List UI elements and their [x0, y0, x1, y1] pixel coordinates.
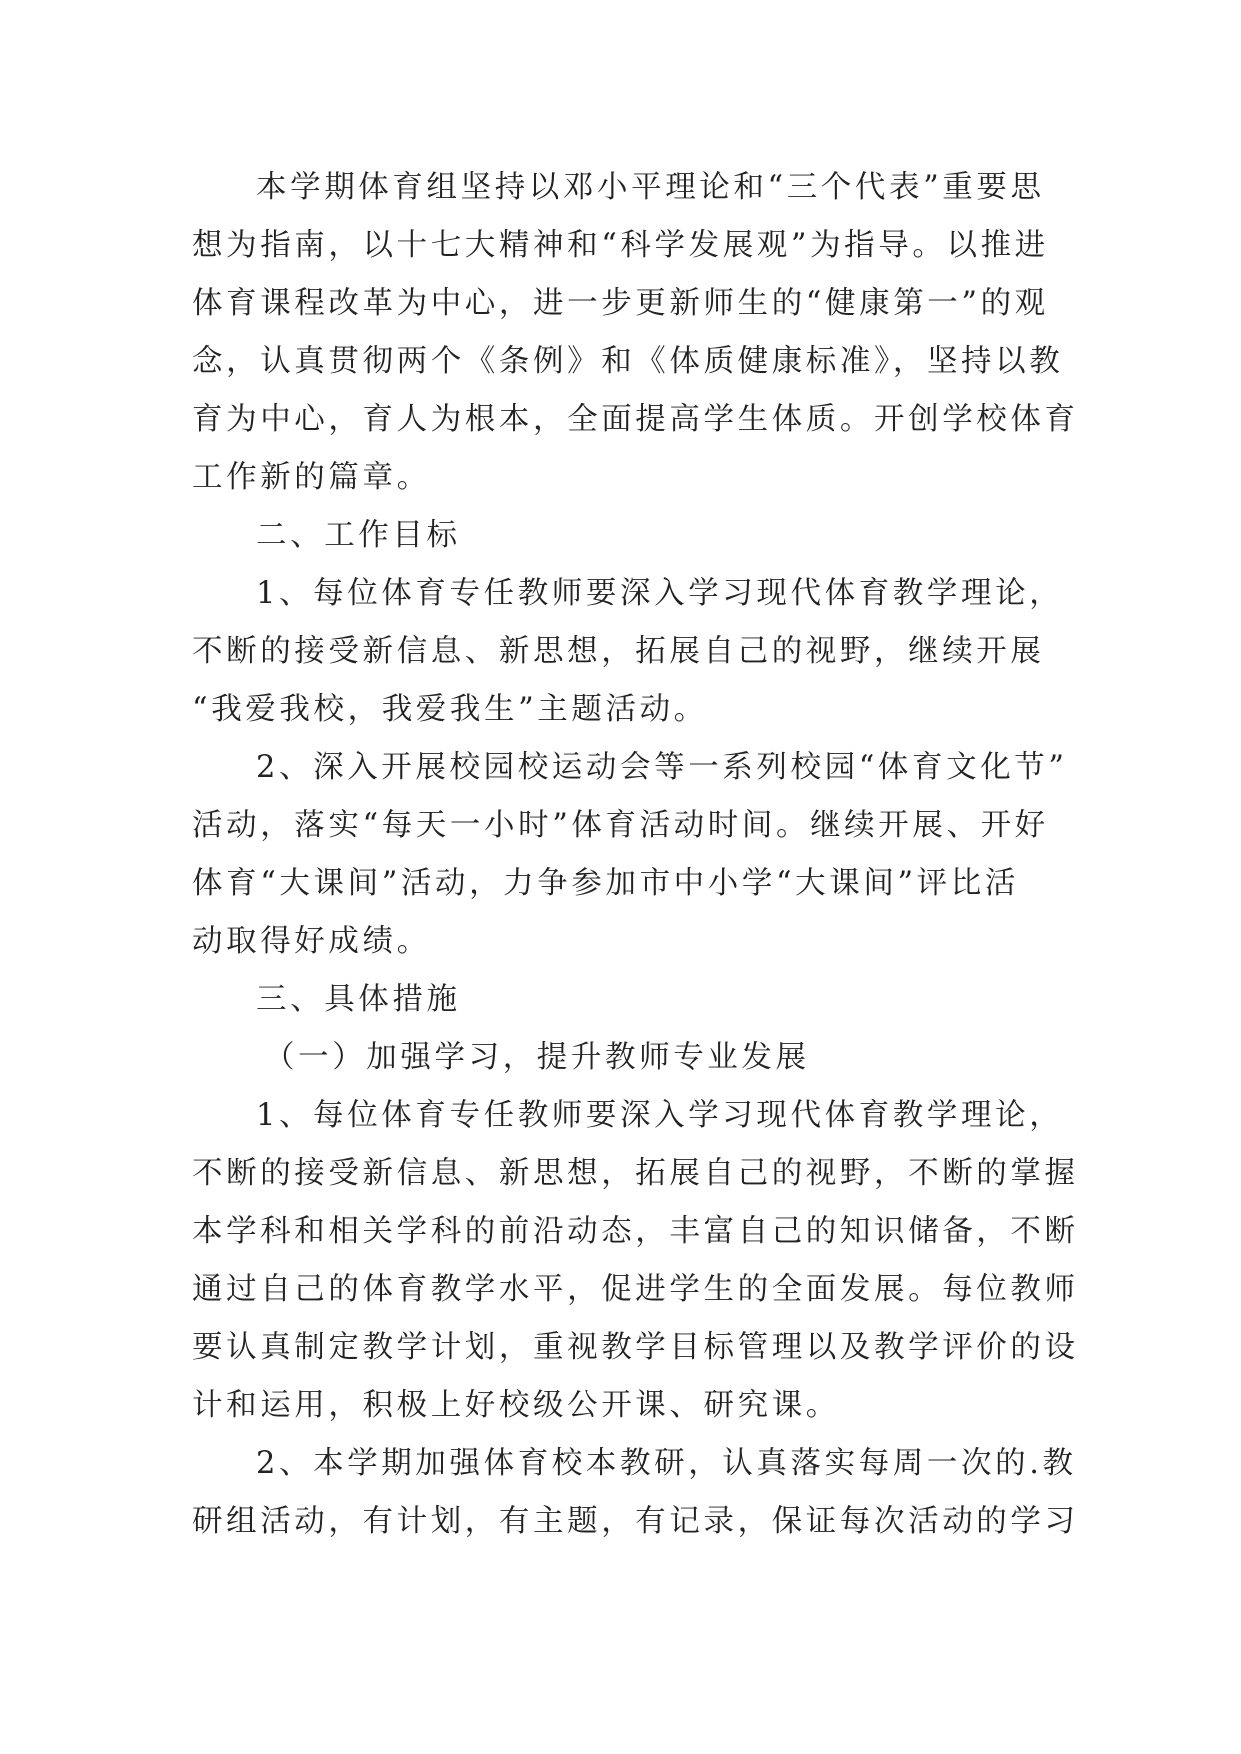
paragraph-line: 体育课程改革为中心，进一步更新师生的“健康第一”的观 — [192, 286, 1049, 321]
paragraph-line: 通过自己的体育教学水平，促进学生的全面发展。每位教师 — [192, 1272, 1079, 1307]
paragraph-line: 体育“大课间”活动，力争参加市中小学“大课间”评比活 — [192, 866, 1019, 901]
paragraph-line: 念，认真贯彻两个《条例》和《体质健康标准》，坚持以教 — [192, 344, 1064, 379]
paragraph-line: 动取得好成绩。 — [192, 924, 431, 959]
paragraph-line: “我爱我校，我爱我生”主题活动。 — [192, 692, 708, 727]
paragraph-line: 本学科和相关学科的前沿动态，丰富自己的知识储备，不断 — [192, 1214, 1079, 1249]
paragraph-line: 1、每位体育专任教师要深入学习现代体育教学理论， — [256, 576, 1064, 611]
paragraph-line: 想为指南，以十七大精神和“科学发展观”为指导。以推进 — [192, 228, 1049, 263]
paragraph-line: 要认真制定教学计划，重视教学目标管理以及教学评价的设 — [192, 1330, 1079, 1365]
section-heading: 三、具体措施 — [256, 982, 461, 1017]
document-body — [192, 159, 1079, 1551]
paragraph-line: 计和运用，积极上好校级公开课、研究课。 — [192, 1388, 840, 1423]
paragraph-line: 研组活动，有计划，有主题，有记录，保证每次活动的学习 — [192, 1504, 1079, 1539]
paragraph-line: 工作新的篇章。 — [192, 460, 431, 495]
paragraph-line: 育为中心，育人为根本，全面提高学生体质。开创学校体育 — [192, 402, 1079, 437]
paragraph-line: 1、每位体育专任教师要深入学习现代体育教学理论， — [256, 1098, 1064, 1133]
paragraph-line: 2、本学期加强体育校本教研，认真落实每周一次的.教 — [256, 1446, 1077, 1481]
paragraph-line: 活动，落实“每天一小时”体育活动时间。继续开展、开好 — [192, 808, 1049, 843]
subsection-heading: （一）加强学习，提升教师专业发展 — [264, 1040, 810, 1075]
paragraph-line: 本学期体育组坚持以邓小平理论和“三个代表”重要思 — [256, 170, 1045, 205]
paragraph-line: 2、深入开展校园校运动会等一系列校园“体育文化节” — [256, 750, 1068, 785]
paragraph-line: 不断的接受新信息、新思想，拓展自己的视野，不断的掌握 — [192, 1156, 1079, 1191]
paragraph-line: 不断的接受新信息、新思想，拓展自己的视野，继续开展 — [192, 634, 1045, 669]
section-heading: 二、工作目标 — [256, 518, 461, 553]
